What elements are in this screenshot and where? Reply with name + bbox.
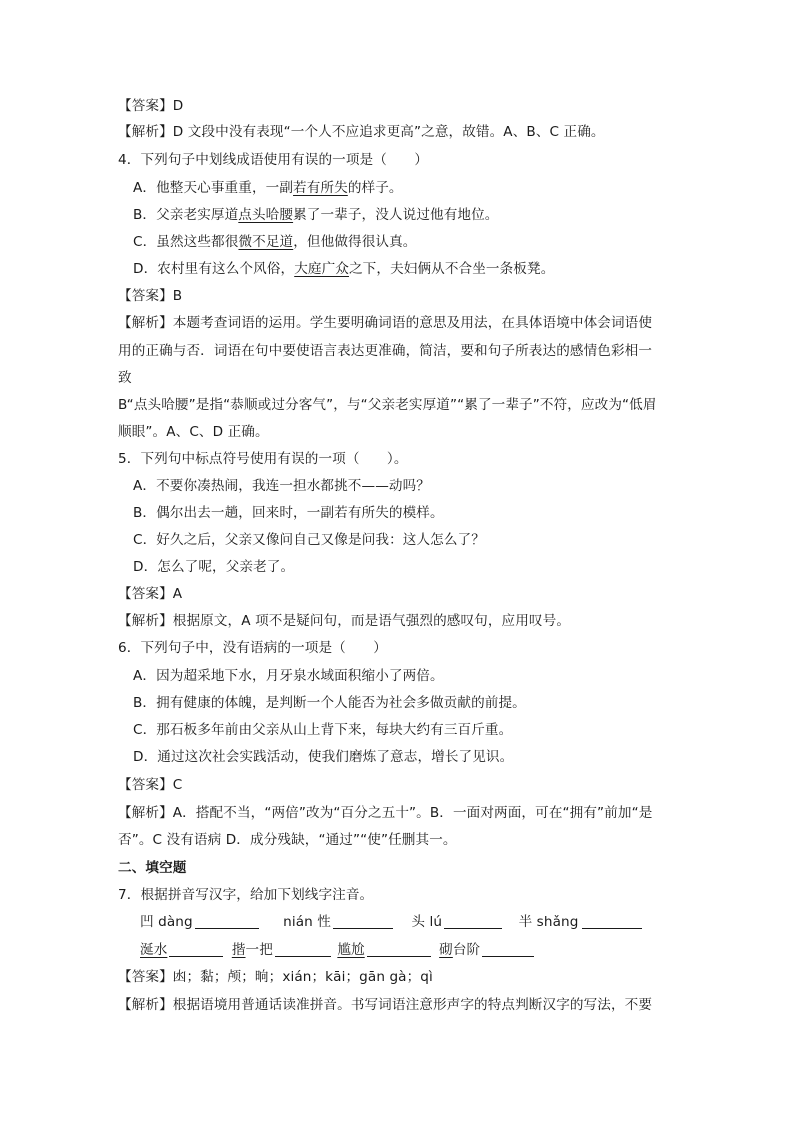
analysis-text: 【解析】D 文段中没有表现“一个人不应追求更高”之意，故错。A、B、C 正确。	[118, 124, 605, 140]
answer-blank[interactable]	[582, 914, 642, 929]
answer-blank[interactable]	[367, 942, 431, 957]
question-6-option-b: B．拥有健康的体魄，是判断一个人能否为社会多做贡献的前提。	[133, 695, 526, 711]
answer-blank[interactable]	[195, 914, 259, 929]
answer-blank[interactable]	[333, 914, 393, 929]
question-4-option-a: A．他整天心事重重，一副若有所失的样子。	[133, 180, 403, 196]
question-5-stem: 5．下列句中标点符号使用有误的一项（ ）。	[118, 451, 408, 467]
question-4-option-b: B．父亲老实厚道点头哈腰累了一辈子，没人说过他有地位。	[133, 207, 499, 223]
underlined-idiom: 大庭广众	[294, 261, 349, 277]
analysis-text: 【解析】根据语境用普通话读准拼音。书写词语注意形声字的特点判断汉字的写法，不要	[118, 997, 653, 1013]
answer-blank[interactable]	[275, 942, 331, 957]
underlined-char: 砌	[439, 942, 453, 958]
analysis-text: 否”。C 没有语病 D．成分残缺，“通过”“使”任删其一。	[118, 832, 457, 848]
analysis-text: B“点头哈腰”是指“恭顺或过分客气”，与“父亲老实厚道”“累了一辈子”不符，应改为“低眉	[118, 397, 657, 413]
analysis-text: 用的正确与否．词语在句中要使语言表达更准确，简洁，要和句子所表达的感情色彩相一	[118, 343, 653, 359]
answer-blank[interactable]	[482, 942, 534, 957]
analysis-text: 顺眼”。A、C、D 正确。	[118, 424, 269, 440]
answer-label: 【答案】C	[118, 777, 183, 793]
answer-label: 【答案】B	[118, 288, 183, 304]
question-7-stem: 7．根据拼音写汉字，给加下划线字注音。	[118, 887, 374, 903]
question-4-option-d: D．农村里有这么个风俗，大庭广众之下，夫妇俩从不合坐一条板凳。	[133, 261, 555, 277]
underlined-idiom: 若有所失	[293, 180, 348, 196]
underlined-char: 尴尬	[337, 942, 365, 958]
analysis-text: 【解析】本题考查词语的运用。学生要明确词语的意思及用法，在具体语境中体会词语使	[118, 315, 653, 331]
underlined-char: 涎水	[140, 942, 168, 958]
analysis-text: 【解析】A．搭配不当，“两倍”改为“百分之五十”。B．一面对两面，可在“拥有”前加“是	[118, 805, 653, 821]
question-5-option-b: B．偶尔出去一趟，回来时，一副若有所失的模样。	[133, 505, 444, 521]
question-5-option-d: D．怎么了呢，父亲老了。	[133, 559, 295, 575]
question-6-option-d: D．通过这次社会实践活动，使我们磨炼了意志，增长了见识。	[133, 749, 514, 765]
underlined-idiom: 微不足道	[238, 234, 294, 250]
question-6-option-a: A．因为超采地下水，月牙泉水域面积缩小了两倍。	[133, 668, 444, 684]
question-5-option-a: A．不要你凑热闹，我连一担水都挑不——动吗？	[133, 478, 430, 494]
pinyin-row-1: 凹 dàng nián 性 头 lú 半 shǎng	[140, 912, 642, 932]
answer-label: 【答案】A	[118, 586, 183, 602]
question-4-option-c: C．虽然这些都很微不足道，但他做得很认真。	[133, 234, 417, 250]
analysis-text: 【解析】根据原文，A 项不是疑问句，而是语气强烈的感叹句，应用叹号。	[118, 613, 571, 629]
pinyin-row-2: 涎水 揩一把 尴尬 砌台阶	[140, 940, 534, 960]
section-heading: 二、填空题	[118, 860, 187, 876]
question-5-option-c: C．好久之后，父亲又像问自己又像是问我：这人怎么了？	[133, 532, 485, 548]
answer-blank[interactable]	[444, 914, 502, 929]
underlined-idiom: 点头哈腰	[238, 207, 294, 223]
question-6-stem: 6．下列句子中，没有语病的一项是（ ）	[118, 640, 387, 656]
answer-label: 【答案】凼；黏；颅；晌；xián；kāi；gān gà；qì	[118, 969, 433, 985]
analysis-text: 致	[118, 370, 132, 386]
question-6-option-c: C．那石板多年前由父亲从山上背下来，每块大约有三百斤重。	[133, 722, 513, 738]
question-4-stem: 4．下列句子中划线成语使用有误的一项是（ ）	[118, 152, 429, 168]
underlined-char: 揩	[231, 942, 246, 958]
answer-blank[interactable]	[169, 942, 223, 957]
answer-label: 【答案】D	[118, 98, 184, 114]
